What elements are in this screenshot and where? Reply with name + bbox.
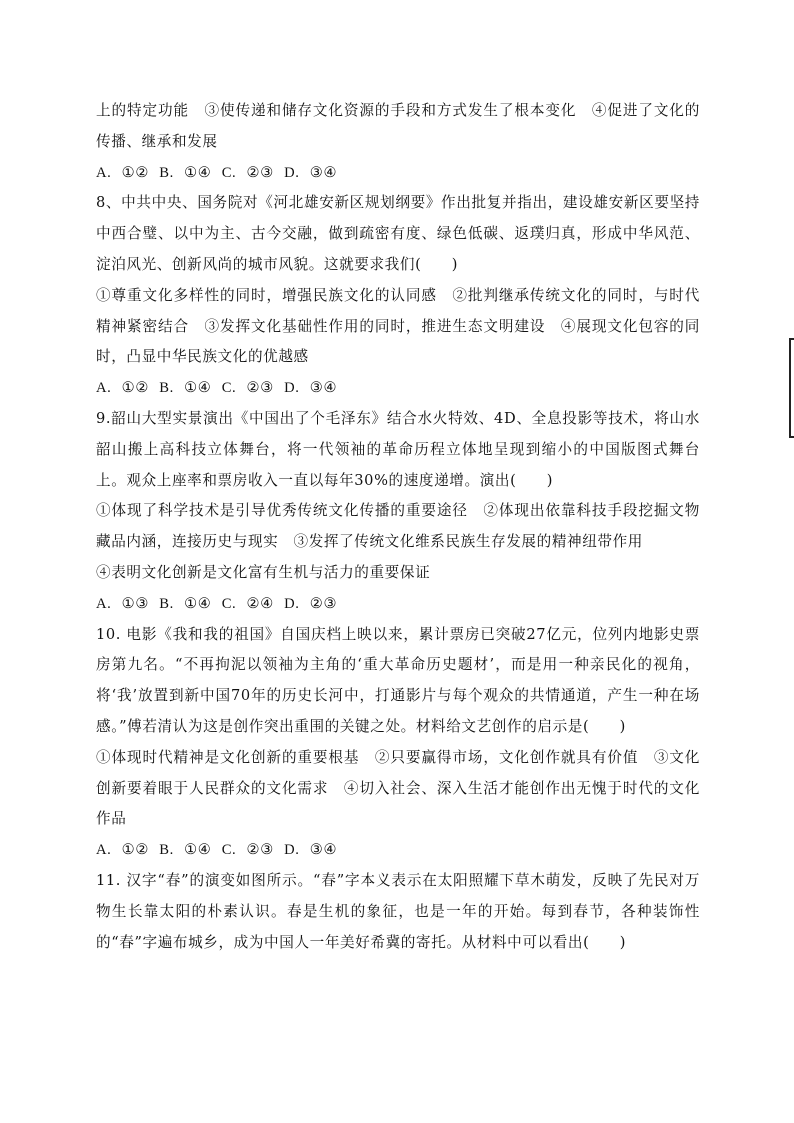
q10-statements: ①体现时代精神是文化创新的重要根基 ②只要赢得市场，文化创作就具有价值 ③文化创新要着眼于人民群众的文化需求 ④切入社会、深入生活才能创作出无愧于时代的文化作品: [96, 748, 700, 828]
q8-statements: ①尊重文化多样性的同时，增强民族文化的认同感 ②批判继承传统文化的同时，与时代精神紧密结合 ③发挥文化基础性作用的同时，推进生态文明建设 ④展现文化包容的同时，凸显中华民族文化的优越感: [96, 286, 700, 366]
q7-continuation-text: 上的特定功能 ③使传递和储存文化资源的手段和方式发生了根本变化 ④促进了文化的传播、继承和发展: [96, 102, 700, 150]
q11-stem: 11. 汉字“春”的演变如图所示。“春”字本义表示在太阳照耀下草木萌发，反映了先民对万物生长靠太阳的朴素认识。春是生机的象征，也是一年的开始。每到春节，各种装饰性的“春”字遍布城乡，成为中国人一年美好希冀的寄托。从材料中可以看出( ): [96, 871, 700, 951]
q8-stem: 8、中共中央、国务院对《河北雄安新区规划纲要》作出批复并指出，建设雄安新区要坚持中西合璧、以中为主、古今交融，做到疏密有度、绿色低碳、返璞归真，形成中华风范、淀泊风光、创新风尚的城市风貌。这就要求我们( ): [96, 194, 700, 273]
margin-bracket: [789, 338, 794, 438]
q7-answer-options: A. ①② B. ①④ C. ②③ D. ③④: [96, 164, 338, 181]
q8-answer-options: A. ①② B. ①④ C. ②③ D. ③④: [96, 380, 338, 397]
q10-answer-options: A. ①② B. ①④ C. ②③ D. ③④: [96, 842, 338, 859]
q9-statements: ①体现了科学技术是引导优秀传统文化传播的重要途径 ②体现出依靠科技手段挖掘文物藏品内涵，连接历史与现实 ③发挥了传统文化维系民族生存发展的精神纽带作用: [96, 502, 700, 551]
q10-stem: 10. 电影《我和我的祖国》自国庆档上映以来，累计票房已突破27亿元，位列内地影史票房第九名。“不再拘泥以领袖为主角的‘重大革命历史题材’，而是用一种亲民化的视角，将‘我’放置到新中国70年的历史长河中，打通影片与每个观众的共情通道，产生一种在场感。”傅若清认为这是创作突出重围的关键之处。材料给文艺创作的启示是( ): [96, 625, 700, 735]
question-content: [96, 96, 700, 958]
q9-stem: 9.韶山大型实景演出《中国出了个毛泽东》结合水火特效、4D、全息投影等技术，将山水韶山搬上高科技立体舞台，将一代领袖的革命历程立体地呈现到缩小的中国版图式舞台上。观众上座率和票房收入一直以每年30%的速度递增。演出( ): [96, 409, 700, 489]
q9-statement-4: ④表明文化创新是文化富有生机与活力的重要保证: [96, 563, 431, 581]
q9-answer-options: A. ①③ B. ①④ C. ②④ D. ②③: [96, 595, 338, 612]
